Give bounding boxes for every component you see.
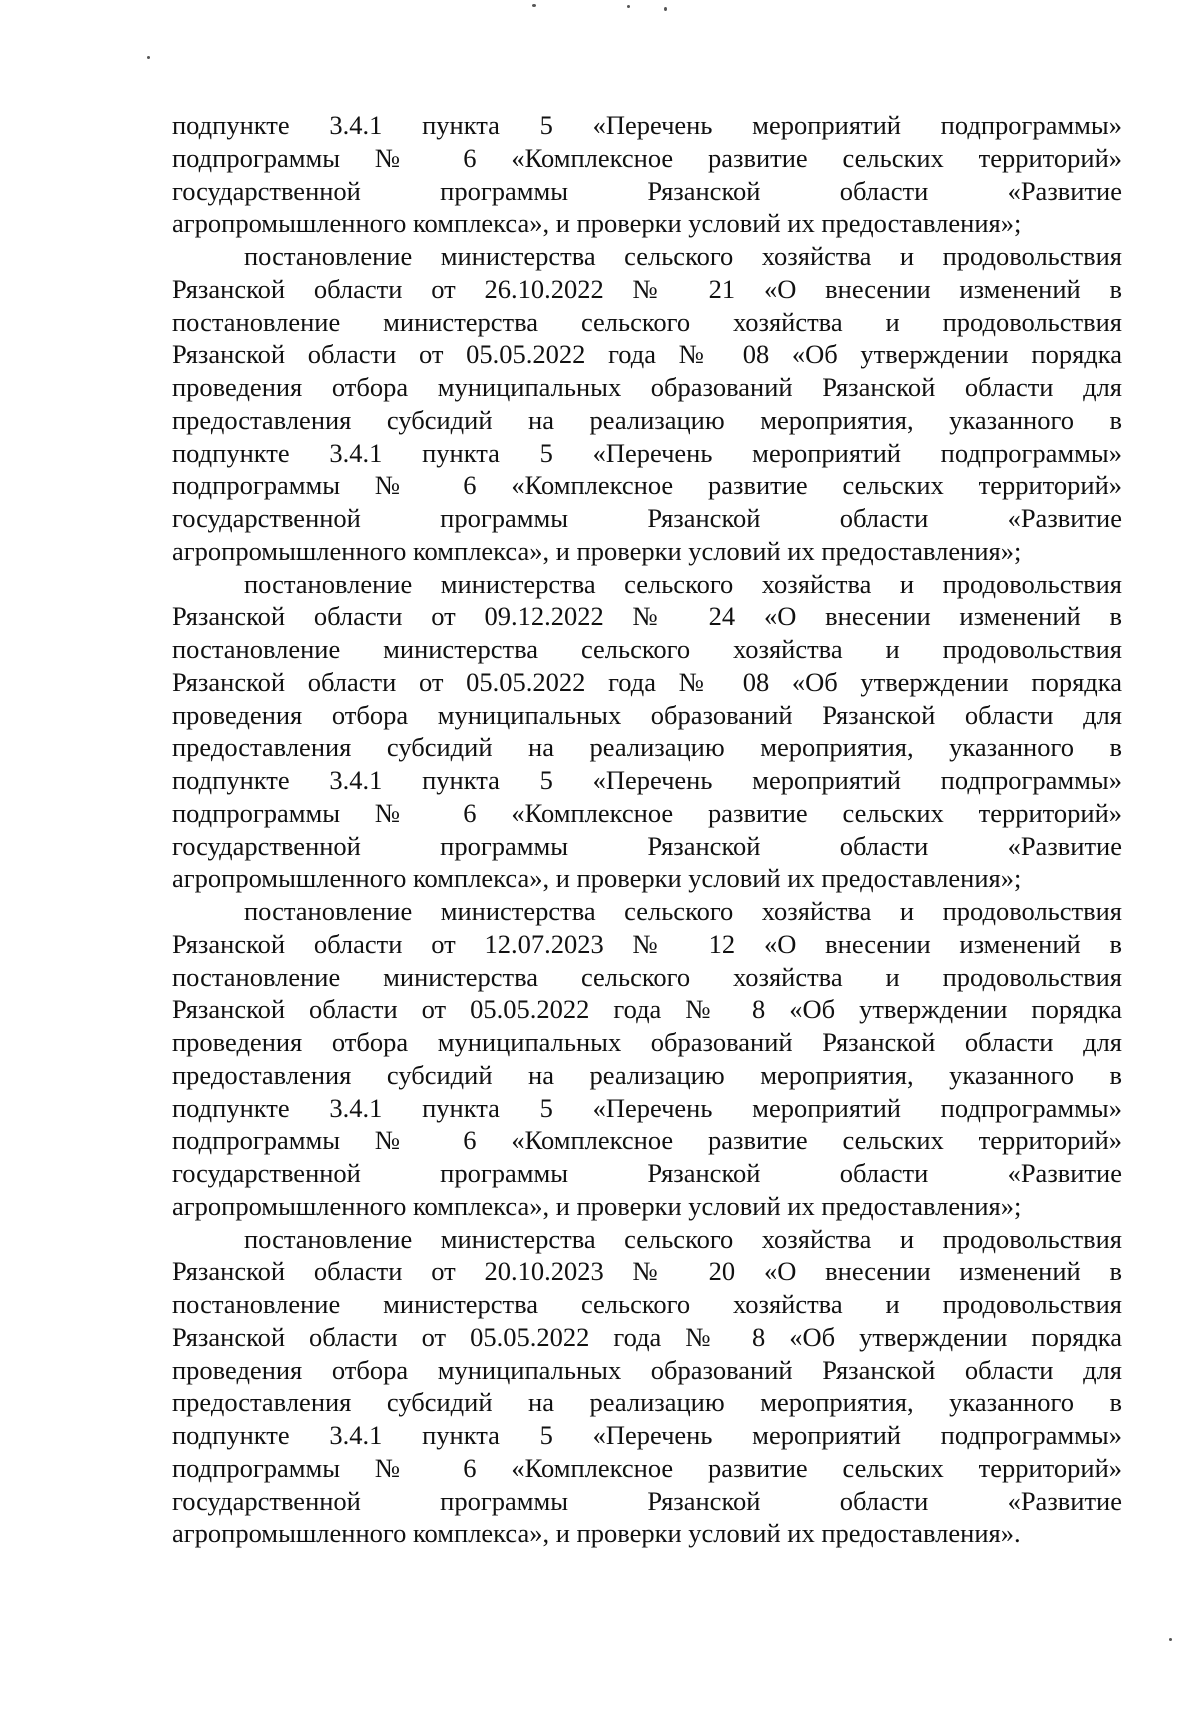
text-line: подпрограммы № 6 «Комплексное развитие сельских территорий» [172,142,1122,173]
text-line: агропромышленного комплекса», и проверки условий их предоставления»; [172,863,1022,894]
text-line: постановление министерства сельского хозяйства и продовольствия [172,1289,1122,1319]
text-line: Рязанской области от 05.05.2022 года № 8 «Об утверждении порядка [172,994,1122,1025]
text-line: агропромышленного комплекса», и проверки условий их предоставления»; [172,208,1022,239]
text-line: подпункте 3.4.1 пункта 5 «Перечень мероприятий подпрограммы» [172,765,1122,795]
text-line: Рязанской области от 05.05.2022 года № 08 «Об утверждении порядка [172,339,1122,370]
scan-speck [147,56,150,59]
text-line: государственной программы Рязанской области «Развитие [172,503,1122,533]
text-line: Рязанской области от 20.10.2023 № 20 «О внесении изменений в [172,1256,1122,1287]
text-line: подпункте 3.4.1 пункта 5 «Перечень мероприятий подпрограммы» [172,437,1122,468]
text-line: постановление министерства сельского хозяйства и продовольствия [244,568,1122,599]
text-line: постановление министерства сельского хозяйства и продовольствия [244,1223,1122,1254]
text-line: агропромышленного комплекса», и проверки условий их предоставления»; [172,1190,1022,1221]
scan-speck [532,4,536,7]
scan-speck [627,5,630,8]
text-line: Рязанской области от 12.07.2023 № 12 «О внесении изменений в [172,928,1122,959]
text-line: агропромышленного комплекса», и проверки условий их предоставления»; [172,535,1022,566]
text-line: постановление министерства сельского хозяйства и продовольствия [244,896,1122,926]
text-line: государственной программы Рязанской области «Развитие [172,830,1122,861]
text-line: государственной программы Рязанской области «Развитие [172,175,1122,206]
text-line: подпункте 3.4.1 пункта 5 «Перечень мероприятий подпрограммы» [172,1420,1122,1450]
text-line: предоставления субсидий на реализацию мероприятия, указанного в [172,732,1122,763]
paragraph-4 [172,895,1122,1223]
text-line: проведения отбора муниципальных образований Рязанской области для [172,1027,1122,1057]
paragraph-5 [172,1223,1122,1551]
text-line: Рязанской области от 05.05.2022 года № 8 «Об утверждении порядка [172,1321,1122,1352]
text-line: подпрограммы № 6 «Комплексное развитие сельских территорий» [172,1452,1122,1483]
text-line: подпрограммы № 6 «Комплексное развитие сельских территорий» [172,470,1122,501]
text-line: постановление министерства сельского хозяйства и продовольствия [244,241,1122,271]
text-line: государственной программы Рязанской области «Развитие [172,1485,1122,1516]
paragraph-1 [172,109,1122,240]
paragraph-2 [172,240,1122,568]
text-line: предоставления субсидий на реализацию мероприятия, указанного в [172,1059,1122,1090]
text-line: Рязанской области от 09.12.2022 № 24 «О внесении изменений в [172,601,1122,632]
text-line: государственной программы Рязанской области «Развитие [172,1158,1122,1188]
text-line: предоставления субсидий на реализацию мероприятия, указанного в [172,404,1122,435]
text-line: подпункте 3.4.1 пункта 5 «Перечень мероприятий подпрограммы» [172,1092,1122,1123]
text-line: проведения отбора муниципальных образований Рязанской области для [172,699,1122,730]
document-body [172,109,1122,1550]
text-line: постановление министерства сельского хозяйства и продовольствия [172,961,1122,992]
text-line: Рязанской области от 26.10.2022 № 21 «О внесении изменений в [172,273,1122,304]
text-line: агропромышленного комплекса», и проверки условий их предоставления». [172,1518,1021,1549]
text-line: подпрограммы № 6 «Комплексное развитие сельских территорий» [172,1125,1122,1156]
text-line: Рязанской области от 05.05.2022 года № 08 «Об утверждении порядка [172,666,1122,697]
text-line: проведения отбора муниципальных образований Рязанской области для [172,372,1122,402]
scan-speck [1169,1638,1172,1641]
text-line: подпрограммы № 6 «Комплексное развитие сельских территорий» [172,797,1122,828]
paragraph-3 [172,568,1122,896]
text-line: постановление министерства сельского хозяйства и продовольствия [172,634,1122,664]
text-line: подпункте 3.4.1 пункта 5 «Перечень мероприятий подпрограммы» [172,110,1122,140]
scan-speck [664,7,667,11]
text-line: предоставления субсидий на реализацию мероприятия, указанного в [172,1387,1122,1418]
text-line: проведения отбора муниципальных образований Рязанской области для [172,1354,1122,1385]
text-line: постановление министерства сельского хозяйства и продовольствия [172,306,1122,337]
